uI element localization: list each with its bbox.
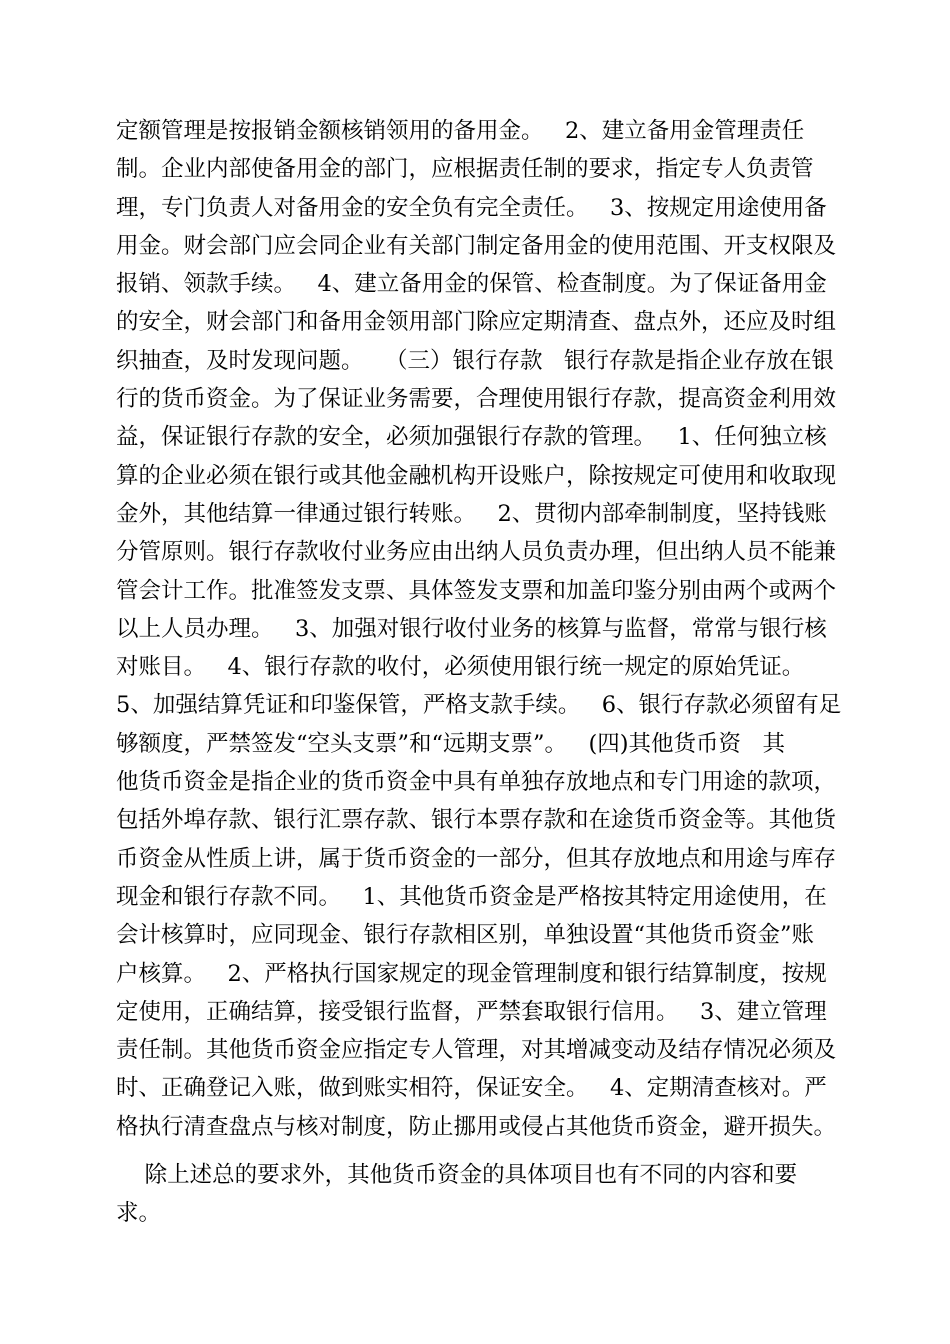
text-line: 除上述总的要求外，其他货币资金的具体项目也有不同的内容和要 xyxy=(116,1162,798,1188)
text-line: 现金和银行存款不同。 1、其他货币资金是严格按其特定用途使用，在 xyxy=(116,883,827,910)
text-line: 报销、领款手续。 4、建立备用金的保管、检查制度。为了保证备用金 xyxy=(116,271,827,298)
paragraph-main xyxy=(116,112,842,1146)
text-line: 够额度，严禁签发“空头支票”和“远期支票”。 (四)其他货币资 其 xyxy=(116,730,785,757)
text-line: 时、正确登记入账，做到账实相符，保证安全。 4、定期清查核对。严 xyxy=(116,1075,827,1102)
text-line: 币资金从性质上讲，属于货币资金的一部分，但其存放地点和用途与库存 xyxy=(116,845,837,872)
text-line: 制。企业内部使备用金的部门，应根据责任制的要求，指定专人负责管 xyxy=(116,156,814,183)
text-line: 的安全，财会部门和备用金领用部门除应定期清查、盘点外，还应及时组 xyxy=(116,309,837,336)
text-line: 用金。财会部门应会同企业有关部门制定备用金的使用范围、开支权限及 xyxy=(116,232,837,259)
text-line: 包括外埠存款、银行汇票存款、银行本票存款和在途货币资金等。其他货 xyxy=(116,807,837,834)
text-line: 定使用，正确结算，接受银行监督，严禁套取银行信用。 3、建立管理 xyxy=(116,998,827,1025)
text-line: 分管原则。银行存款收付业务应由出纳人员负责办理，但出纳人员不能兼 xyxy=(116,539,837,566)
text-line: 织抽查，及时发现问题。 （三）银行存款 银行存款是指企业存放在银 xyxy=(116,347,834,374)
text-line: 他货币资金是指企业的货币资金中具有单独存放地点和专门用途的款项， xyxy=(116,769,837,796)
paragraph-closing xyxy=(116,1156,836,1233)
text-line: 金外，其他结算一律通过银行转账。 2、贯彻内部牵制制度，坚持钱账 xyxy=(116,500,827,527)
text-line: 责任制。其他货币资金应指定专人管理，对其增减变动及结存情况必须及 xyxy=(116,1037,837,1064)
text-line: 会计核算时，应同现金、银行存款相区别，单独设置“其他货币资金”账 xyxy=(116,922,815,949)
text-line: 定额管理是按报销金额核销领用的备用金。 2、建立备用金管理责任 xyxy=(116,118,805,144)
text-line: 理，专门负责人对备用金的安全负有完全责任。 3、按规定用途使用备 xyxy=(116,194,827,221)
text-line: 益，保证银行存款的安全，必须加强银行存款的管理。 1、任何独立核 xyxy=(116,424,827,451)
text-line: 算的企业必须在银行或其他金融机构开设账户，除按规定可使用和收取现 xyxy=(116,462,837,489)
text-line: 求。 xyxy=(116,1200,162,1227)
text-line: 对账目。 4、银行存款的收付，必须使用银行统一规定的原始凭证。 xyxy=(116,654,805,681)
text-line: 以上人员办理。 3、加强对银行收付业务的核算与监督，常常与银行核 xyxy=(116,615,827,642)
text-line: 5、加强结算凭证和印鉴保管，严格支款手续。 6、银行存款必须留有足 xyxy=(116,692,842,719)
text-line: 格执行清查盘点与核对制度，防止挪用或侵占其他货币资金，避开损失。 xyxy=(116,1113,837,1140)
text-line: 管会计工作。批准签发支票、具体签发支票和加盖印鉴分别由两个或两个 xyxy=(116,577,837,604)
text-line: 户核算。 2、严格执行国家规定的现金管理制度和银行结算制度，按规 xyxy=(116,960,827,987)
text-line: 行的货币资金。为了保证业务需要，合理使用银行存款，提高资金利用效 xyxy=(116,386,837,413)
